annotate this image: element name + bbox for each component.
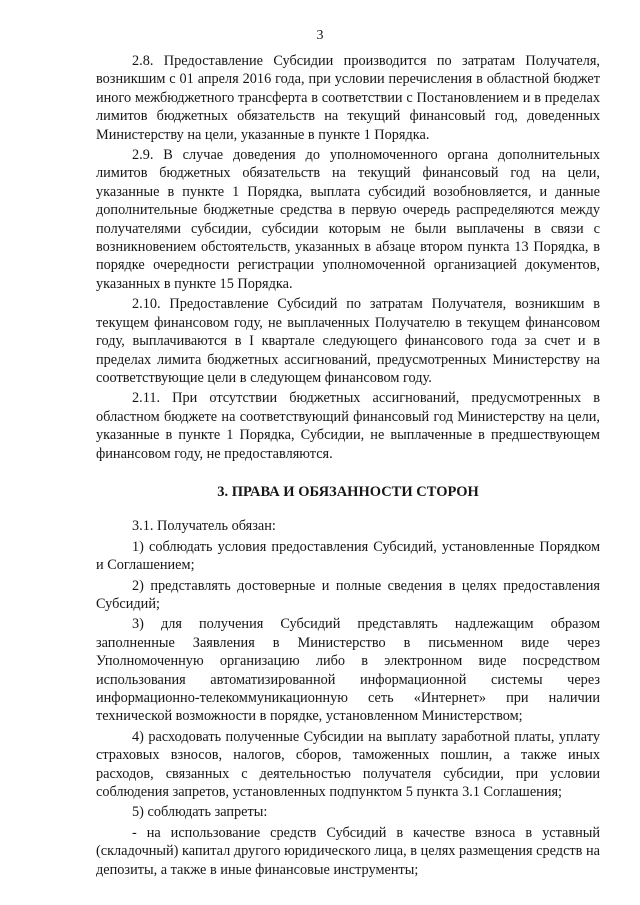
paragraph-2-9: 2.9. В случае доведения до уполномоченного органа дополнительных лимитов бюджетных обязательств на текущий финансовый год на цели, указанные в пункте 1 Порядка, выплата субсидий возобновляется, и данные дополнительные бюджетные средства в первую очередь распределяются между получателями субсидии, субсидии которым не были выплачены в связи с возникновением обстоятельств, указанных в абзаце втором пункта 13 Порядка, в порядке очередности регистрации уполномоченной организацией документов, указанных в пункте 15 Порядка. — [96, 147, 600, 292]
list-item-3: 3) для получения Субсидий представлять надлежащим образом заполненные Заявления в Министерство в письменном виде через Уполномоченную организацию либо в электронном виде посредством использования автоматизированной информационной системы через информационно-телекоммуникационную сеть «Интернет» при наличии технической возможности в порядке, установленном Министерством; — [96, 616, 600, 725]
paragraph-2-10: 2.10. Предоставление Субсидий по затратам Получателя, возникшим в текущем финансовом году, не выплаченных Получателю в текущем финансовом году, выплачиваются в I квартале следующего финансового года за счет и в пределах лимита бюджетных ассигнований, предусмотренных Министерству на соответствующие цели в следующем финансовом году. — [96, 296, 600, 386]
page-number: 3 — [316, 28, 324, 43]
document-body — [96, 52, 600, 881]
paragraph-3-1: 3.1. Получатель обязан: — [132, 518, 276, 535]
list-subitem-dash: - на использование средств Субсидий в качестве взноса в уставный (складочный) капитал другого юридического лица, в целях размещения средств на депозиты, а также в иные финансовые инструменты; — [96, 824, 600, 878]
section-heading: 3. ПРАВА И ОБЯЗАННОСТИ СТОРОН — [217, 483, 479, 500]
list-item-2: 2) представлять достоверные и полные сведения в целях предоставления Субсидий; — [96, 577, 600, 612]
paragraph-2-11: 2.11. При отсутствии бюджетных ассигнований, предусмотренных в областном бюджете на соответствующий финансовый год Министерству на цели, указанные в пункте 1 Порядка, Субсидии, не выплаченные в предшествующем финансовом году, не предоставляются. — [96, 390, 600, 462]
list-item-5: 5) соблюдать запреты: — [132, 804, 268, 821]
paragraph-2-8: 2.8. Предоставление Субсидии производится по затратам Получателя, возникшим с 01 апреля 2016 года, при условии перечисления в областной бюджет иного межбюджетного трансферта в соответствии с Постановлением и в пределах лимитов бюджетных обязательств на текущий финансовый год, доведенных Министерству на цели, указанные в пункте 1 Порядка. — [96, 53, 600, 143]
list-item-4: 4) расходовать полученные Субсидии на выплату заработной платы, уплату страховых взносов, налогов, сборов, таможенных пошлин, а также иных расходов, связанных с деятельностью получателя субсидии, при условии соблюдения запретов, установленных подпунктом 5 пункта 3.1 Соглашения; — [96, 728, 600, 801]
list-item-1: 1) соблюдать условия предоставления Субсидий, установленные Порядком и Соглашением; — [96, 538, 600, 574]
